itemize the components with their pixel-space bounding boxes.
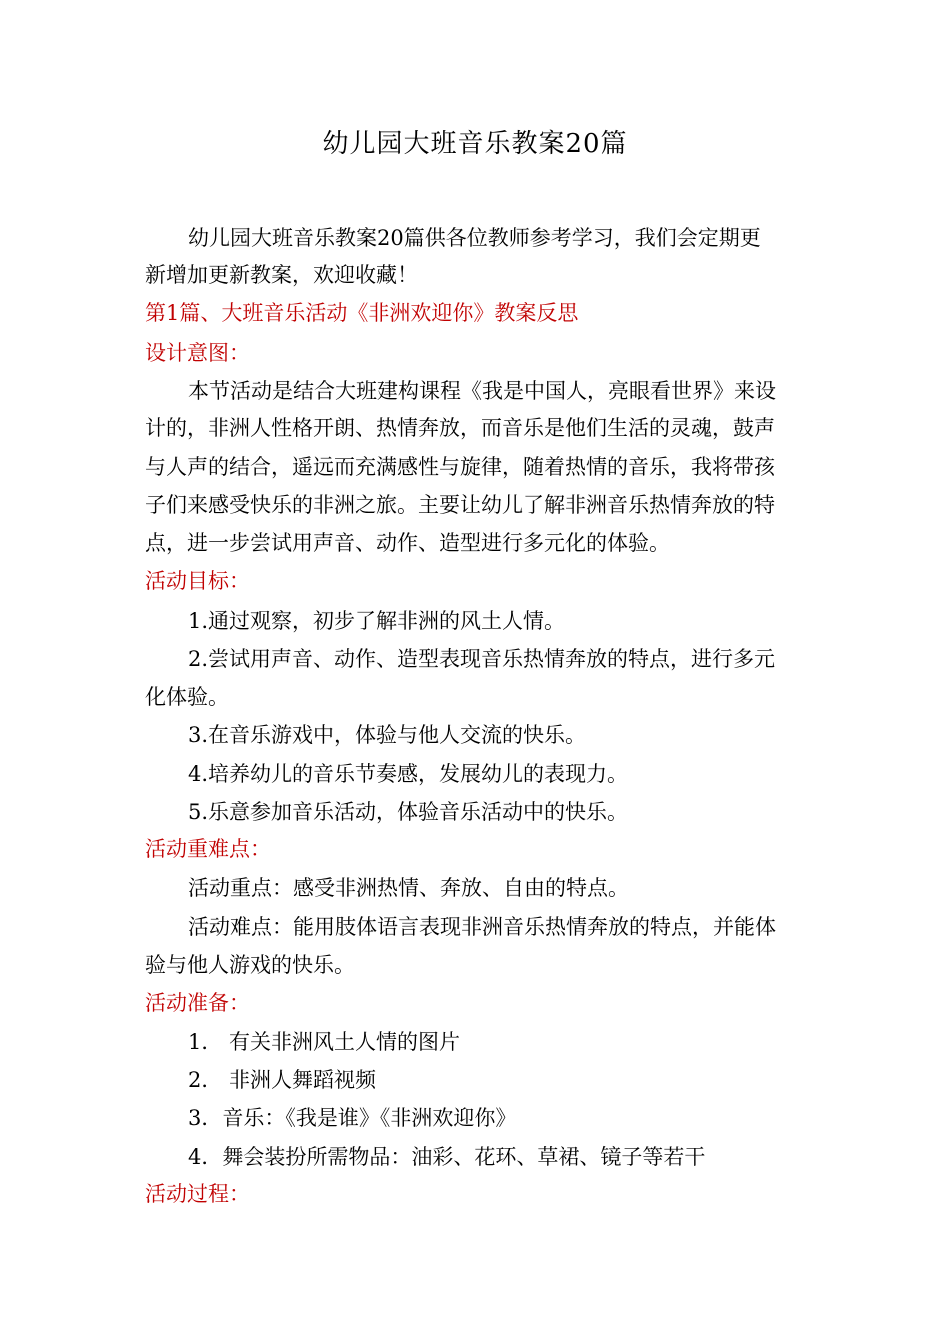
key-point-line-1: 活动重点：感受非洲热情、奔放、自由的特点。 [188, 876, 629, 900]
key-point-line-3: 验与他人游戏的快乐。 [145, 953, 355, 977]
goal-item-3: 3.在音乐游戏中，体验与他人交流的快乐。 [188, 723, 587, 747]
design-intent-line-5: 点，进一步尝试用声音、动作、造型进行多元化的体验。 [145, 531, 670, 555]
design-intent-line-2: 计的，非洲人性格开朗、热情奔放，而音乐是他们生活的灵魂，鼓声 [145, 416, 775, 440]
goal-item-2: 2.尝试用声音、动作、造型表现音乐热情奔放的特点，进行多元 [188, 647, 776, 671]
design-intent-line-1: 本节活动是结合大班建构课程《我是中国人，亮眼看世界》来设 [188, 379, 776, 403]
design-intent-line-3: 与人声的结合，遥远而充满感性与旋律，随着热情的音乐，我将带孩 [145, 455, 775, 479]
goal-item-5: 5.乐意参加音乐活动，体验音乐活动中的快乐。 [188, 800, 629, 824]
design-intent-line-4: 子们来感受快乐的非洲之旅。主要让幼儿了解非洲音乐热情奔放的特 [145, 493, 775, 517]
key-point-line-2: 活动难点：能用肢体语言表现非洲音乐热情奔放的特点，并能体 [188, 915, 776, 939]
section-heading-preparation: 活动准备： [145, 991, 250, 1015]
section-heading-goals: 活动目标： [145, 569, 250, 593]
document-title: 幼儿园大班音乐教案20篇 [322, 129, 628, 159]
goal-item-2-continued: 化体验。 [145, 685, 229, 709]
section-heading-design-intent: 设计意图： [145, 341, 250, 365]
chapter-heading: 第1篇、大班音乐活动《非洲欢迎你》教案反思 [145, 301, 579, 325]
goal-item-4: 4.培养幼儿的音乐节奏感，发展幼儿的表现力。 [188, 762, 629, 786]
preparation-item-4: 4．舞会装扮所需物品：油彩、花环、草裙、镜子等若干 [188, 1145, 706, 1169]
preparation-item-2: 2． 非洲人舞蹈视频 [188, 1068, 377, 1092]
intro-line-2: 新增加更新教案，欢迎收藏！ [145, 263, 418, 287]
intro-line-1: 幼儿园大班音乐教案20篇供各位教师参考学习，我们会定期更 [188, 226, 761, 250]
section-heading-process: 活动过程： [145, 1182, 250, 1206]
preparation-item-3: 3．音乐：《我是谁》《非洲欢迎你》 [188, 1106, 517, 1130]
goal-item-1: 1.通过观察，初步了解非洲的风土人情。 [188, 609, 566, 633]
preparation-item-1: 1． 有关非洲风土人情的图片 [188, 1030, 461, 1054]
section-heading-key-points: 活动重难点： [145, 837, 271, 861]
